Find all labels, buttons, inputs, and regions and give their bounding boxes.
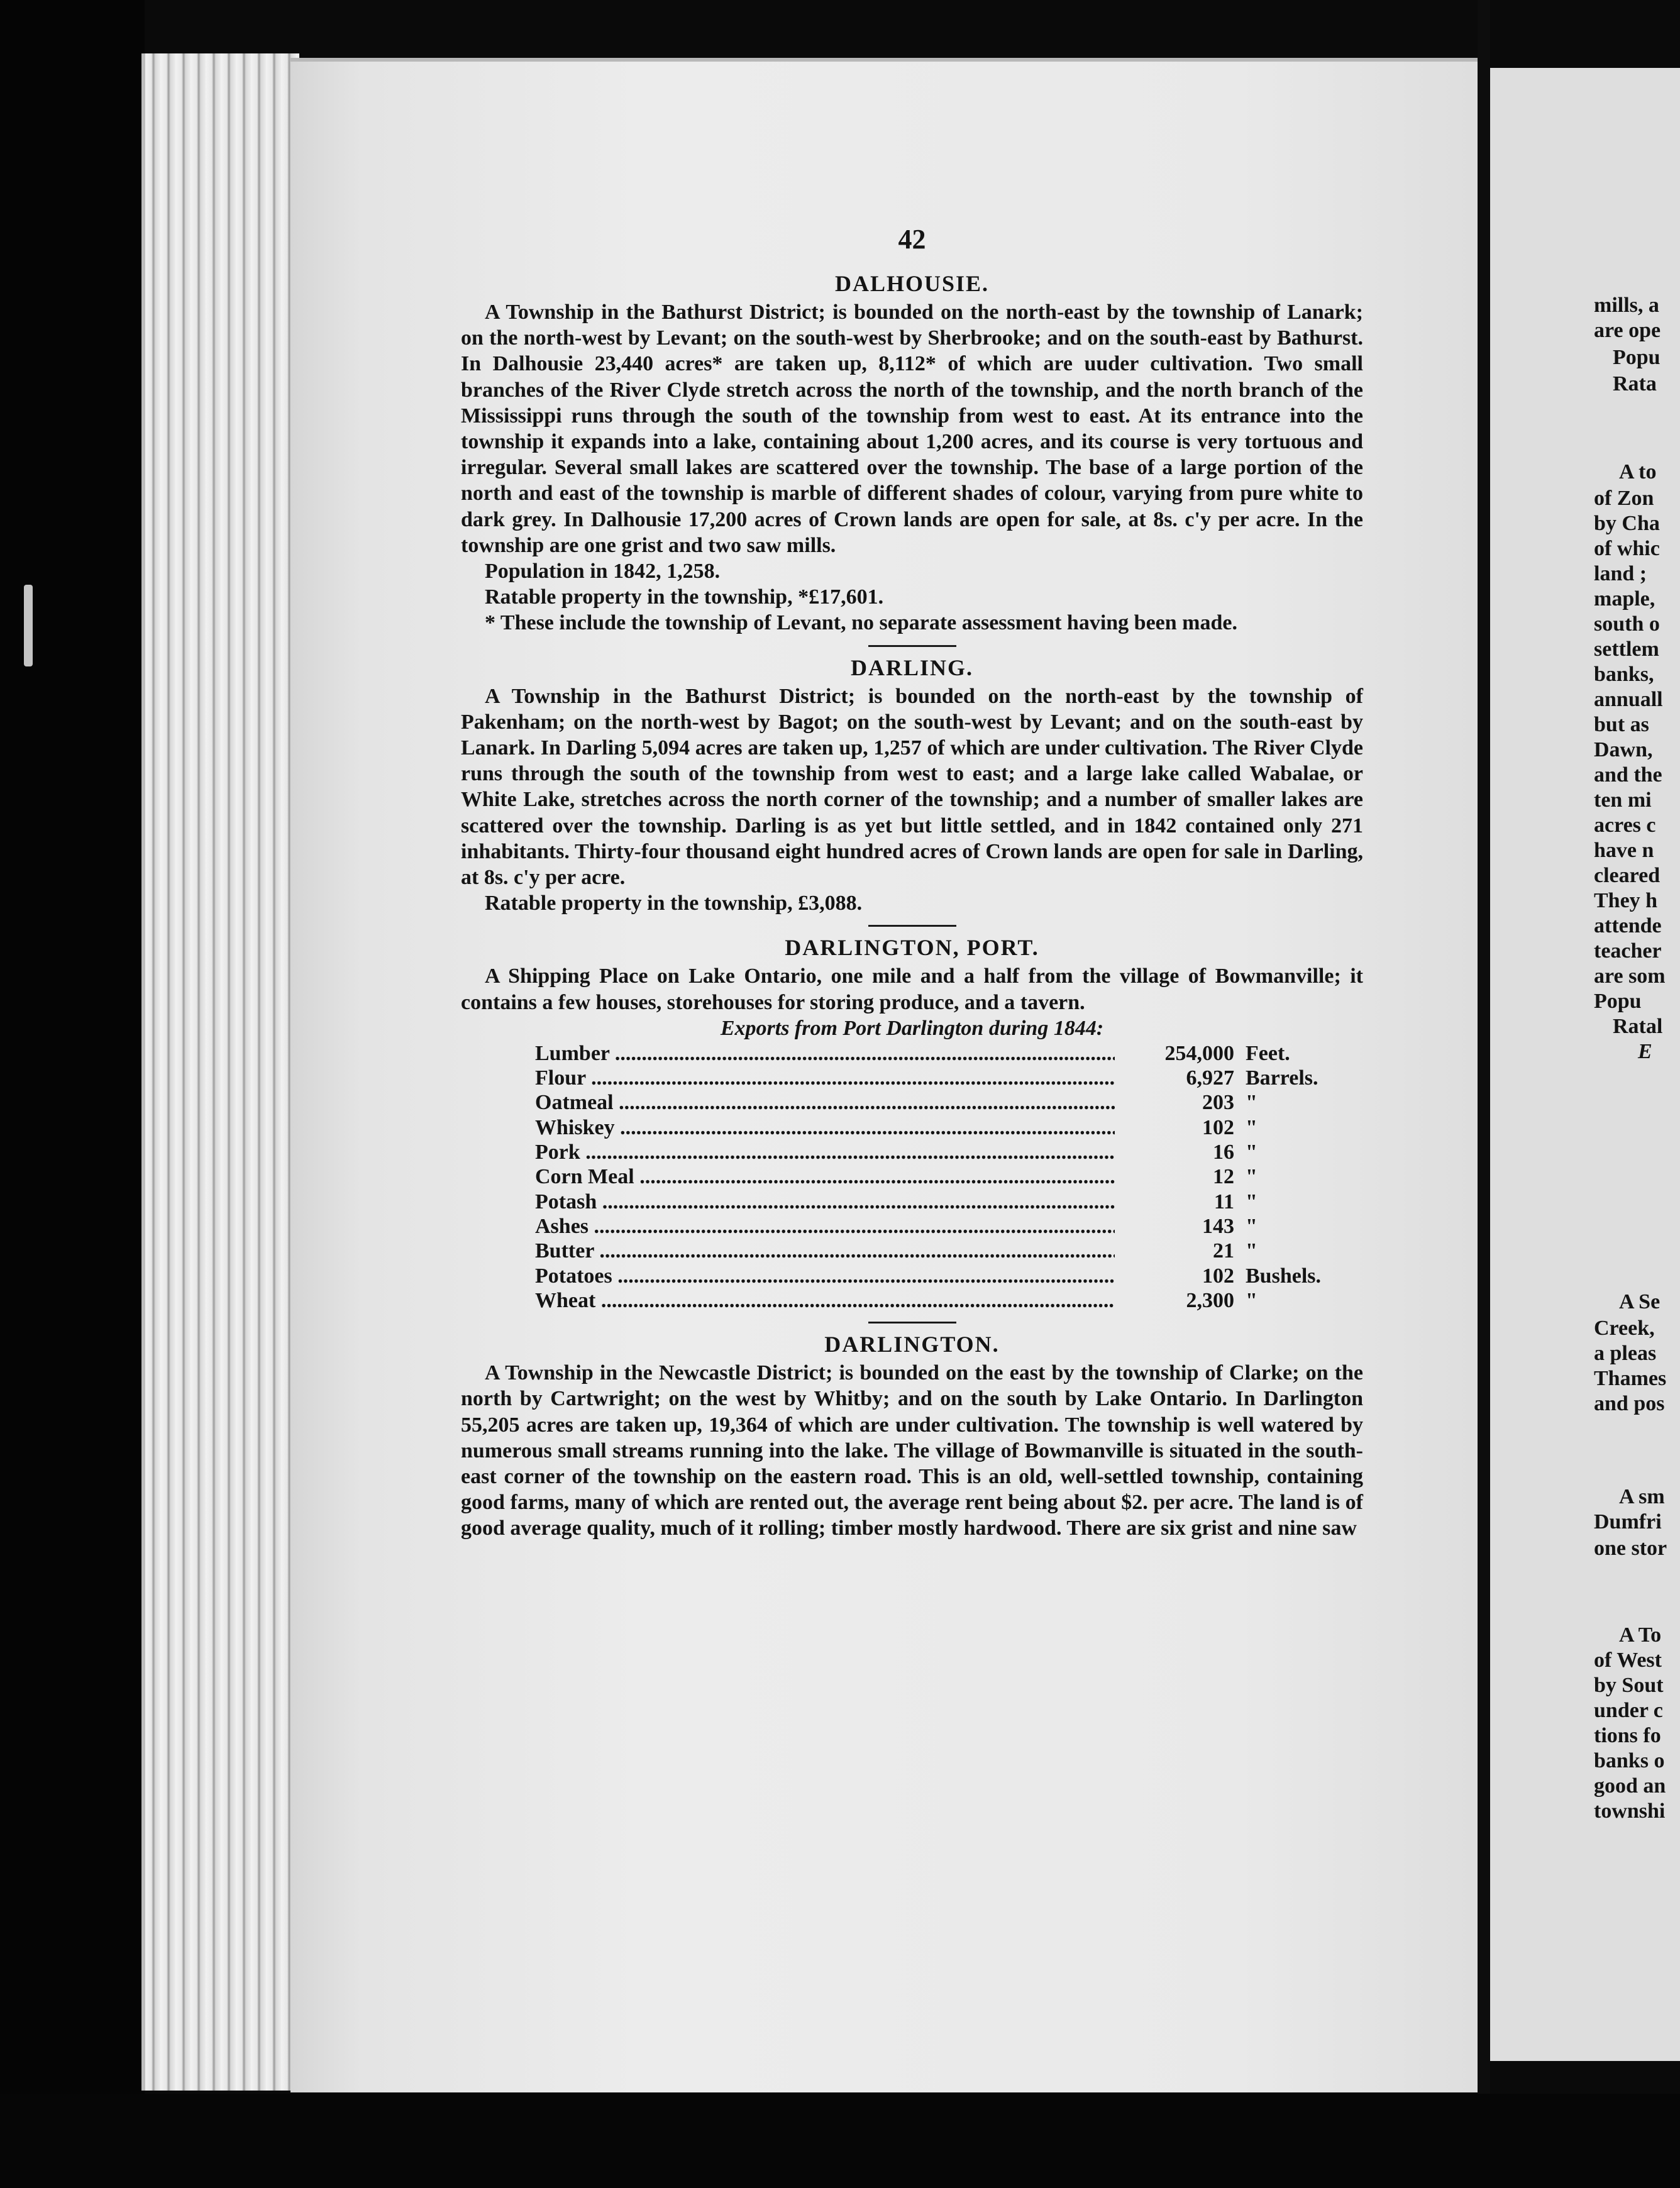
facing-page-fragment: of West [1594,1649,1662,1672]
facing-page-fragment: have n [1594,839,1654,862]
facing-page-fragment: A sm [1619,1485,1665,1508]
facing-page-fragment: annuall [1594,688,1663,711]
facing-page [1490,68,1680,2061]
facing-page-fragment: A Se [1619,1290,1661,1313]
facing-page-fragment: E [1638,1040,1652,1063]
page-edges [141,53,299,2091]
facing-page-fragment: south o [1594,612,1660,636]
export-row [535,1288,1340,1313]
facing-page-fragment: Popu [1613,346,1661,369]
facing-page-fragment: Rata [1613,372,1657,395]
facing-page-fragment: They h [1594,889,1658,912]
facing-page-fragment: Ratal [1613,1015,1663,1038]
export-unit: " [1246,1091,1257,1115]
section-darlington [461,1331,1363,1541]
export-item: Butter ..... [535,1239,1115,1263]
export-row [535,1164,1340,1189]
export-unit: " [1246,1214,1257,1238]
facing-page-fragment: settlem [1594,638,1659,661]
export-row [535,1214,1340,1239]
facing-page-fragment: of Zon [1594,487,1654,510]
facing-page-fragment: and the [1594,763,1662,787]
facing-page-fragment: Thames [1594,1367,1667,1390]
page-content [461,223,1363,1542]
facing-page-fragment: of whic [1594,537,1660,560]
facing-page-fragment: A To [1619,1623,1662,1647]
exports-table [535,1041,1340,1313]
export-quantity: 16 [1213,1141,1234,1164]
export-unit: " [1246,1239,1257,1263]
section-divider [868,925,956,927]
section-divider [868,1322,956,1323]
export-row [535,1190,1340,1214]
section-darling [461,655,1363,917]
facing-page-fragment: Dumfri [1594,1510,1662,1533]
export-unit: Barrels. [1246,1066,1318,1090]
facing-page-fragment: but as [1594,713,1649,736]
export-item: Oatmeal ..... [535,1090,1115,1115]
exports-title: Exports from Port Darlington during 1844: [720,1016,1104,1040]
section-body: A Township in the Newcastle District; is bounded on the east by the township of Clarke; on the north by Cartwright; on the west by Whitby; and on the south by Lake Ontario. In Darlington 55,205 acres are taken up, 19,364 of which are under cultivation. The township is well watered by numerous small streams running into the lake. The village of Bowmanville is situated in the south-east corner of the township on the eastern road. This is an old, well-settled township, containing good farms, many of which are rented out, the average rent being about $2. per acre. The land is of good average quality, much of it rolling; timber mostly hardwood. There are six grist and nine saw [461,1361,1363,1540]
facing-page-fragment: Dawn, [1594,738,1653,761]
facing-page-fragment: A to [1619,460,1657,483]
export-row [535,1041,1340,1066]
export-unit: " [1246,1141,1257,1164]
facing-page-fragment: by Cha [1594,512,1660,535]
facing-page-fragment: are som [1594,964,1666,988]
facing-page-fragment: and pos [1594,1392,1665,1415]
export-row [535,1140,1340,1164]
facing-page-fragment: teacher [1594,939,1662,963]
ratable-line: Ratable property in the township, *£17,601. [485,585,884,609]
facing-page-fragment: a pleas [1594,1342,1657,1365]
export-item: Lumber ..... [535,1041,1115,1066]
export-unit: Feet. [1246,1041,1290,1065]
export-unit: " [1246,1190,1257,1213]
export-unit: Bushels. [1246,1264,1321,1288]
export-item: Potash ..... [535,1190,1115,1214]
facing-page-fragment: cleared [1594,864,1661,887]
facing-page-fragment: attende [1594,914,1662,937]
scan-mark [24,585,33,666]
facing-page-fragment: Popu [1594,990,1642,1013]
facing-page-fragment: under c [1594,1699,1663,1722]
facing-page-fragment: ten mi [1594,788,1652,812]
export-row [535,1264,1340,1288]
facing-page-fragment: maple, [1594,587,1655,611]
export-item: Potatoes ..... [535,1264,1115,1288]
export-row [535,1066,1340,1090]
export-row [535,1115,1340,1140]
export-item: Wheat ..... [535,1288,1115,1313]
facing-page-fragment: banks o [1594,1749,1665,1772]
facing-page-fragment: mills, a [1594,294,1659,317]
export-quantity: 11 [1213,1190,1234,1213]
export-item: Whiskey ..... [535,1115,1115,1140]
facing-page-fragment: Creek, [1594,1317,1655,1340]
population-line: Population in 1842, 1,258. [485,560,721,583]
section-dalhousie [461,270,1363,636]
section-heading: DARLINGTON, PORT. [785,935,1039,961]
section-darlington-port [461,934,1363,1313]
export-quantity: 254,000 [1164,1041,1234,1065]
export-item: Corn Meal ..... [535,1164,1115,1189]
ratable-line: Ratable property in the township, £3,088. [485,892,863,915]
page-gutter [1478,0,1490,2188]
section-divider [868,645,956,647]
footnote: * These include the township of Levant, no separate assessment having been made. [485,611,1238,635]
export-quantity: 102 [1202,1264,1234,1288]
export-quantity: 6,927 [1186,1066,1234,1090]
scan-bottom-margin [0,2094,1680,2188]
export-quantity: 143 [1202,1214,1234,1238]
facing-page-fragment: townshi [1594,1799,1666,1823]
export-unit: " [1246,1288,1257,1312]
export-quantity: 21 [1213,1239,1234,1263]
facing-page-fragment: one stor [1594,1537,1667,1560]
facing-page-fragment: acres c [1594,814,1656,837]
export-row [535,1239,1340,1263]
section-body: A Shipping Place on Lake Ontario, one mile and a half from the village of Bowmanville; it contains a few houses, storehouses for storing produce, and a tavern. [461,964,1363,1014]
export-row [535,1090,1340,1115]
facing-page-fragment: are ope [1594,319,1661,342]
export-quantity: 12 [1213,1165,1234,1189]
facing-page-fragment: by Sout [1594,1674,1664,1697]
export-quantity: 2,300 [1186,1288,1234,1312]
section-body: A Township in the Bathurst District; is bounded on the north-east by the township of Pakenham; on the north-west by Bagot; on the south-west by Levant; and on the south-east by Lanark. In Darling 5,094 acres are taken up, 1,257 of which are under cultivation. The River Clyde runs through the south of the township from west to east; and a large lake called Wabalae, or White Lake, stretches across the north corner of the township; and a number of smaller lakes are scattered over the township. Darling is as yet but little settled, and in 1842 contained only 271 inhabitants. Thirty-four thousand eight hundred acres of Crown lands are open for sale in Darling, at 8s. c'y per acre. [461,684,1363,890]
page-number: 42 [898,224,926,255]
section-heading: DARLINGTON. [824,1332,1000,1357]
export-quantity: 102 [1202,1115,1234,1139]
scan-left-margin [0,0,145,2188]
facing-page-fragment: good an [1594,1774,1666,1798]
export-unit: " [1246,1165,1257,1189]
export-unit: " [1246,1115,1257,1139]
facing-page-fragment: land ; [1594,562,1647,585]
export-item: Pork ..... [535,1140,1115,1164]
facing-page-fragment: banks, [1594,663,1654,686]
section-heading: DALHOUSIE. [834,271,990,296]
section-body: A Township in the Bathurst District; is bounded on the north-east by the township of Lanark; on the north-west by Levant; on the south-west by Sherbrooke; and on the south-east by Bathurst. In Dalhousie 23,440 acres* are taken up, 8,112* of which are uuder cultivation. Two small branches of the River Clyde stretch across the north of the township, and the north branch of the Mississippi runs through the south of the township from west to east. At its entrance into the township it expands into a lake, containing about 1,200 acres, and its course is very tortuous and irregular. Several small lakes are scattered over the township. The base of a large portion of the north and east of the township is marble of different shades of colour, varying from pure white to dark grey. In Dalhousie 17,200 acres of Crown lands are open for sale, at 8s. c'y per acre. In the township are one grist and two saw mills. [461,301,1363,557]
export-quantity: 203 [1202,1091,1234,1115]
section-heading: DARLING. [850,655,973,680]
export-item: Flour ..... [535,1066,1115,1090]
facing-page-fragment: tions fo [1594,1724,1661,1747]
export-item: Ashes ..... [535,1214,1115,1239]
